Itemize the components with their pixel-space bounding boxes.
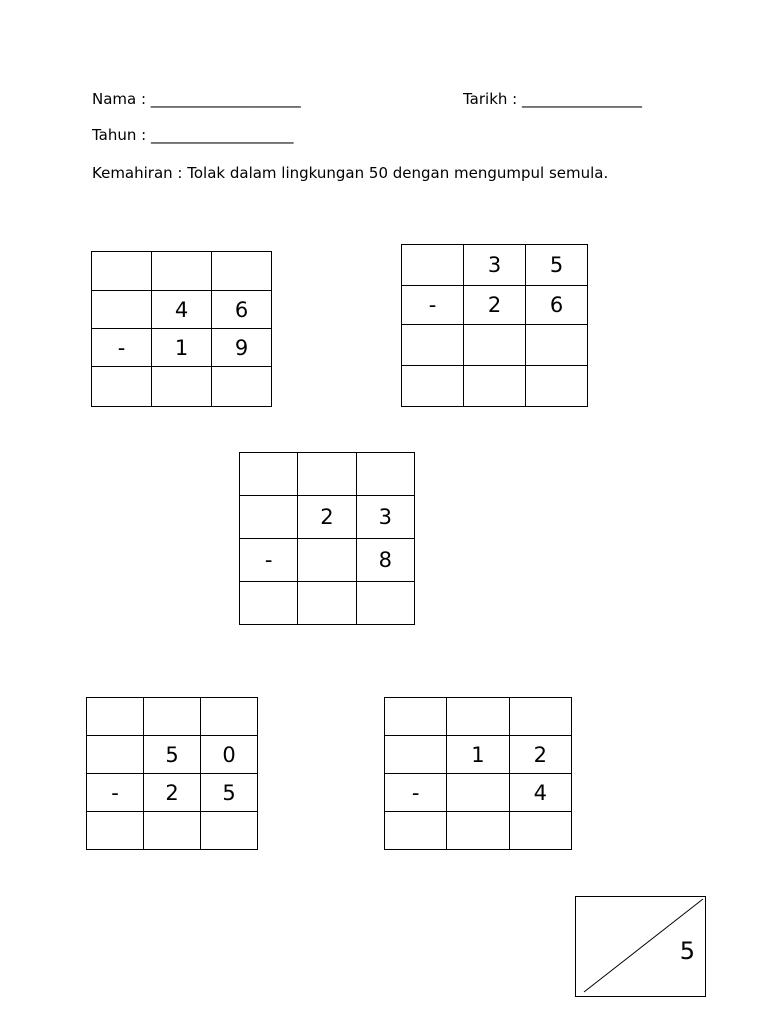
grid-cell: 2 [509, 736, 571, 774]
grid-cell [92, 367, 152, 407]
grid-cell [201, 698, 258, 736]
nama-field: Nama : ____________________ [92, 90, 301, 108]
grid-cell [447, 812, 509, 850]
grid-cell [447, 774, 509, 812]
grid-cell [92, 252, 152, 291]
grid-cell [87, 812, 144, 850]
grid-cell [212, 367, 272, 407]
grid-cell [526, 366, 588, 407]
grid-cell [212, 252, 272, 291]
grid-cell [92, 291, 152, 329]
grid-cell: - [385, 774, 447, 812]
tarikh-field: Tarikh : ________________ [463, 90, 642, 108]
grid-cell [152, 367, 212, 407]
grid-cell [298, 453, 356, 496]
grid-cell: 5 [526, 245, 588, 286]
kemahiran-text: Kemahiran : Tolak dalam lingkungan 50 dengan mengumpul semula. [92, 164, 609, 182]
grid-cell [201, 812, 258, 850]
subtraction-grid-1 [91, 251, 272, 407]
grid-cell: 1 [152, 329, 212, 367]
grid-cell: - [240, 539, 298, 582]
grid-cell [385, 698, 447, 736]
grid-cell [464, 366, 526, 407]
grid-cell [385, 812, 447, 850]
grid-cell: 3 [464, 245, 526, 286]
subtraction-grid-5 [384, 697, 572, 850]
grid-cell: 8 [356, 539, 414, 582]
grid-cell [240, 582, 298, 625]
subtraction-grid-3 [239, 452, 415, 625]
grid-cell: 6 [212, 291, 272, 329]
grid-cell: 3 [356, 496, 414, 539]
subtraction-grid-2 [401, 244, 588, 407]
grid-cell [144, 812, 201, 850]
grid-cell [402, 245, 464, 286]
grid-cell [240, 496, 298, 539]
grid-cell [526, 325, 588, 366]
grid-cell [402, 325, 464, 366]
grid-cell [356, 582, 414, 625]
grid-cell [509, 812, 571, 850]
grid-cell [144, 698, 201, 736]
grid-cell: 6 [526, 286, 588, 325]
score-box [575, 896, 706, 997]
grid-cell [298, 582, 356, 625]
grid-cell [464, 325, 526, 366]
score-total: 5 [679, 937, 695, 965]
grid-cell [240, 453, 298, 496]
grid-cell: 0 [201, 736, 258, 774]
grid-cell [385, 736, 447, 774]
grid-cell: 5 [144, 736, 201, 774]
grid-cell: - [402, 286, 464, 325]
grid-cell [402, 366, 464, 407]
grid-cell [447, 698, 509, 736]
grid-cell [87, 736, 144, 774]
grid-cell [356, 453, 414, 496]
grid-cell: 2 [298, 496, 356, 539]
subtraction-grid-4 [86, 697, 258, 850]
grid-cell: - [87, 774, 144, 812]
grid-cell: 9 [212, 329, 272, 367]
grid-cell: 4 [152, 291, 212, 329]
grid-cell [298, 539, 356, 582]
grid-cell: 1 [447, 736, 509, 774]
grid-cell [152, 252, 212, 291]
grid-cell: 2 [144, 774, 201, 812]
grid-cell: 4 [509, 774, 571, 812]
tahun-field: Tahun : ___________________ [92, 126, 294, 144]
grid-cell: - [92, 329, 152, 367]
grid-cell: 2 [464, 286, 526, 325]
grid-cell [509, 698, 571, 736]
grid-cell [87, 698, 144, 736]
grid-cell: 5 [201, 774, 258, 812]
